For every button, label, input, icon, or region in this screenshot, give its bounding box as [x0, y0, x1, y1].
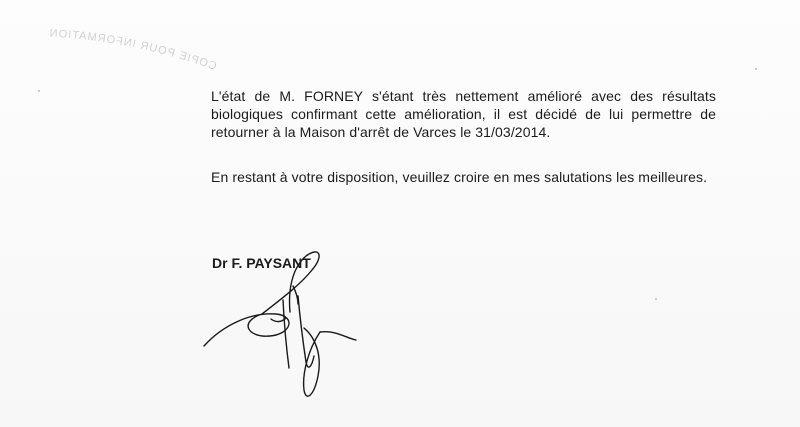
watermark-text: COPIE POUR INFORMATION — [48, 27, 218, 73]
signatory-name: Dr F. PAYSANT — [212, 255, 311, 271]
scan-speck — [655, 298, 657, 300]
paragraph-discharge: L'état de M. FORNEY s'étant très nettement amélioré avec des résultats biologiques confirmant cette amélioration, il est décidé de lui permettre de retourner à la Maison d'arrêt de Varces le 31/03/2014. — [211, 88, 716, 140]
paragraph-closing: En restant à votre disposition, veuillez croire en mes salutations les meilleures. — [211, 169, 708, 185]
scan-speck — [38, 90, 40, 92]
scan-speck — [755, 68, 757, 70]
